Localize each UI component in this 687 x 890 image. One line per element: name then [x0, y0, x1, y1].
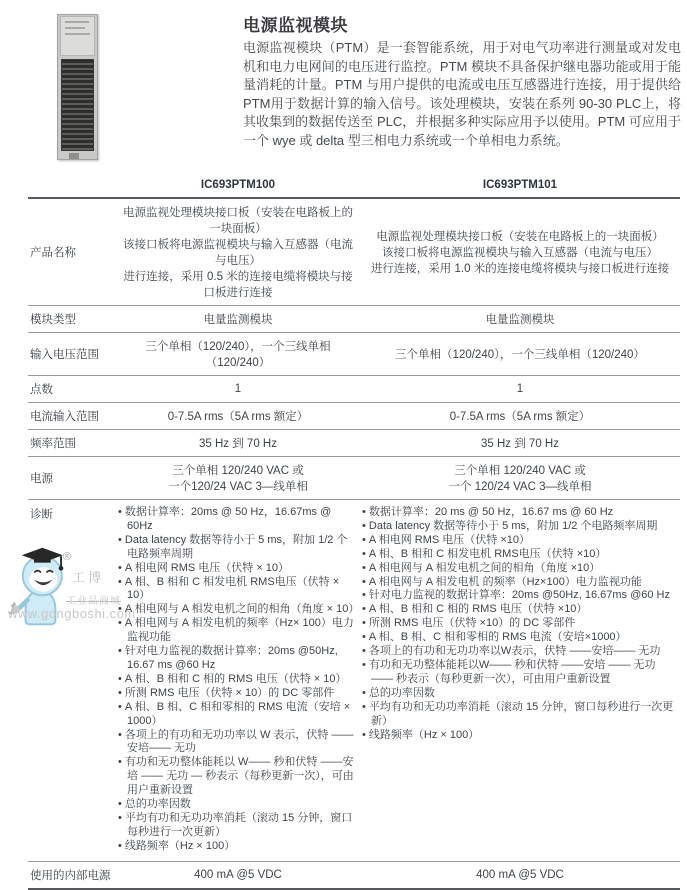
module-photo [57, 14, 98, 160]
cell-ptm100-internal-power: 400 mA @5 VDC [116, 861, 360, 889]
cell-ptm101-points: 1 [360, 376, 680, 403]
cell-ptm101-internal-power: 400 mA @5 VDC [360, 861, 680, 889]
cell-ptm100-input-voltage: 三个单相（120/240），一个三线单相（120/240） [116, 333, 360, 376]
row-label: 诊断 [28, 500, 116, 862]
row-label: 产品名称 [28, 198, 116, 306]
cell-ptm101-current-input: 0-7.5A rms（5A rms 额定） [360, 403, 680, 430]
column-header-ic693ptm101: IC693PTM101 [360, 176, 680, 198]
cell-ptm101-power: 三个单相 120/240 VAC 或 一个 120/24 VAC 3—线单相 [360, 457, 680, 500]
table-row-product-name [28, 198, 680, 306]
registered-mark: ® [63, 551, 72, 563]
watermark-brand: 工博 [72, 570, 105, 585]
cell-ptm100-diagnostics: • 数据计算率：20ms @ 50 Hz，16.67ms @ 60Hz • Data latency 数据等待小于 5 ms，附加 1/2 个电路频率周期 • A 相电网 RMS 电压（伏特 × 10） • A 相、B 相和 C 相发电机 RMS电压（伏特 × 10） • A 相电网与 A 相发电机之间的相角（角度 × 10） • A 相电网与 A 相发电机的频率（Hz× 100）电力监视功能 • 针对电力监视的数据计算率：20ms @50Hz, 16.67 ms @60 Hz • A 相、B 相和 C 相的 RMS 电压（伏特 × 10） • 所测 RMS 电压（伏特 × 10）的 DC 零部件 • A 相、B 相、C 相和零相的 RMS 电流（安培 × 1000） • 各项上的有功和无功功率以 W 表示，伏特 ——安培—— 无功 • 有功和无功整体能耗以 W—— 秒和伏特 ——安培 —— 无功 — 秒表示（每秒更新一次），可由用户重新设置 • 总的功率因数 • 平均有功和无功功率消耗（滚动 15 分钟，窗口每秒进行一次更新） • 线路频率（Hz × 100） [116, 500, 360, 862]
cell-ptm101-product-name: 电源监视处理模块接口板（安装在电路板上的一块面板） 该接口板将电源监视模块与输入互感器（电流与电压） 进行连接，采用 1.0 米的连接电缆将模块与接口板进行连接 [360, 198, 680, 306]
cell-ptm100-frequency: 35 Hz 到 70 Hz [116, 430, 360, 457]
table-row-internal-power [28, 861, 680, 889]
watermark-url: www.gongboshi.com [8, 606, 136, 621]
cell-ptm100-points: 1 [116, 376, 360, 403]
row-label: 频率范围 [28, 430, 116, 457]
row-label: 电流输入范围 [28, 403, 116, 430]
row-label: 输入电压范围 [28, 333, 116, 376]
page-title: 电源监视模块 [243, 16, 348, 35]
row-label: 电源 [28, 457, 116, 500]
table-row-power-supply [28, 457, 680, 500]
module-photo-label [60, 16, 95, 56]
cell-ptm101-frequency: 35 Hz 到 70 Hz [360, 430, 680, 457]
row-label: 点数 [28, 376, 116, 403]
cell-ptm101-input-voltage: 三个单相（120/240），一个三线单相（120/240） [360, 333, 680, 376]
table-row-diagnostics [28, 500, 680, 862]
page-description: 电源监视模块（PTM）是一套智能系统，用于对电气功率进行测量或对发电机和电力电网间的电压进行监控。PTM 模块不具备保护继电器功能或用于能量消耗的计量。PTM 与用户提供的电流或电压互感器进行连接，用于提供给PTM用于数据计算的输入信号。该处理模块，安装在系列 90-30 PLC上，将其收集到的数据传送至 PLC，并根据多种实际应用予以使用。PTM 可应用于一个 wye 或 delta 型三相电力系统或一个单相电力系统。 [243, 40, 681, 148]
watermark-site-name: 工业品商城 [66, 596, 121, 607]
column-header-ic693ptm100: IC693PTM100 [116, 176, 360, 198]
module-photo-vents [61, 59, 94, 151]
cell-ptm100-current-input: 0-7.5A rms（5A rms 额定） [116, 403, 360, 430]
module-photo-foot [69, 153, 79, 159]
table-row-input-voltage-range [28, 333, 680, 376]
cell-ptm101-diagnostics: • 数据计算率：20 ms @ 50 Hz，16.67 ms @ 60 Hz • Data latency 数据等待小于 5 ms，附加 1/2 个电路频率周期 • A 相电网 RMS 电压（伏特 ×10） • A 相、B 相和 C 相发电机 RMS电压（伏特 ×10） • A 相电网与 A 相发电机之间的相角（角度 ×10） • A 相电网与 A 相发电机 的频率（Hz×100）电力监视功能 • 针对电力监视的数据计算率：20ms @50Hz, 16.67ms @60 Hz • A 相、B 相和 C 相的 RMS 电压（伏特 ×10） • 所测 RMS 电压（伏特 ×10）的 DC 零部件 • A 相、B 相、C 相和零相的 RMS 电流（安培×1000） • 各项上的有功和无功功率以W表示，伏特 ——安培—— 无功 • 有功和无功整体能耗以W—— 秒和伏特 ——安培 —— 无功 —— 秒表示（每秒更新一次），可由用户重新设置 • 总的功率因数 • 平均有功和无功功率消耗（滚动 15 分钟，窗口每秒进行一次更新） • 线路频率（Hz × 100） [360, 500, 680, 862]
cell-ptm100-power: 三个单相 120/240 VAC 或 一个120/24 VAC 3—线单相 [116, 457, 360, 500]
table-row-frequency-range [28, 430, 680, 457]
row-label: 模块类型 [28, 306, 116, 333]
spec-table [28, 176, 680, 890]
table-row-points [28, 376, 680, 403]
row-label: 使用的内部电源 [28, 861, 116, 889]
cell-ptm101-module-type: 电量监测模块 [360, 306, 680, 333]
table-header-row [28, 176, 680, 198]
cell-ptm100-module-type: 电量监测模块 [116, 306, 360, 333]
table-row-current-input-range [28, 403, 680, 430]
cell-ptm100-product-name: 电源监视处理模块接口板（安装在电路板上的一块面板） 该接口板将电源监视模块与输入互感器（电流与电压） 进行连接，采用 0.5 米的连接电缆将模块与接口板进行连接 [116, 198, 360, 306]
table-row-module-type [28, 306, 680, 333]
